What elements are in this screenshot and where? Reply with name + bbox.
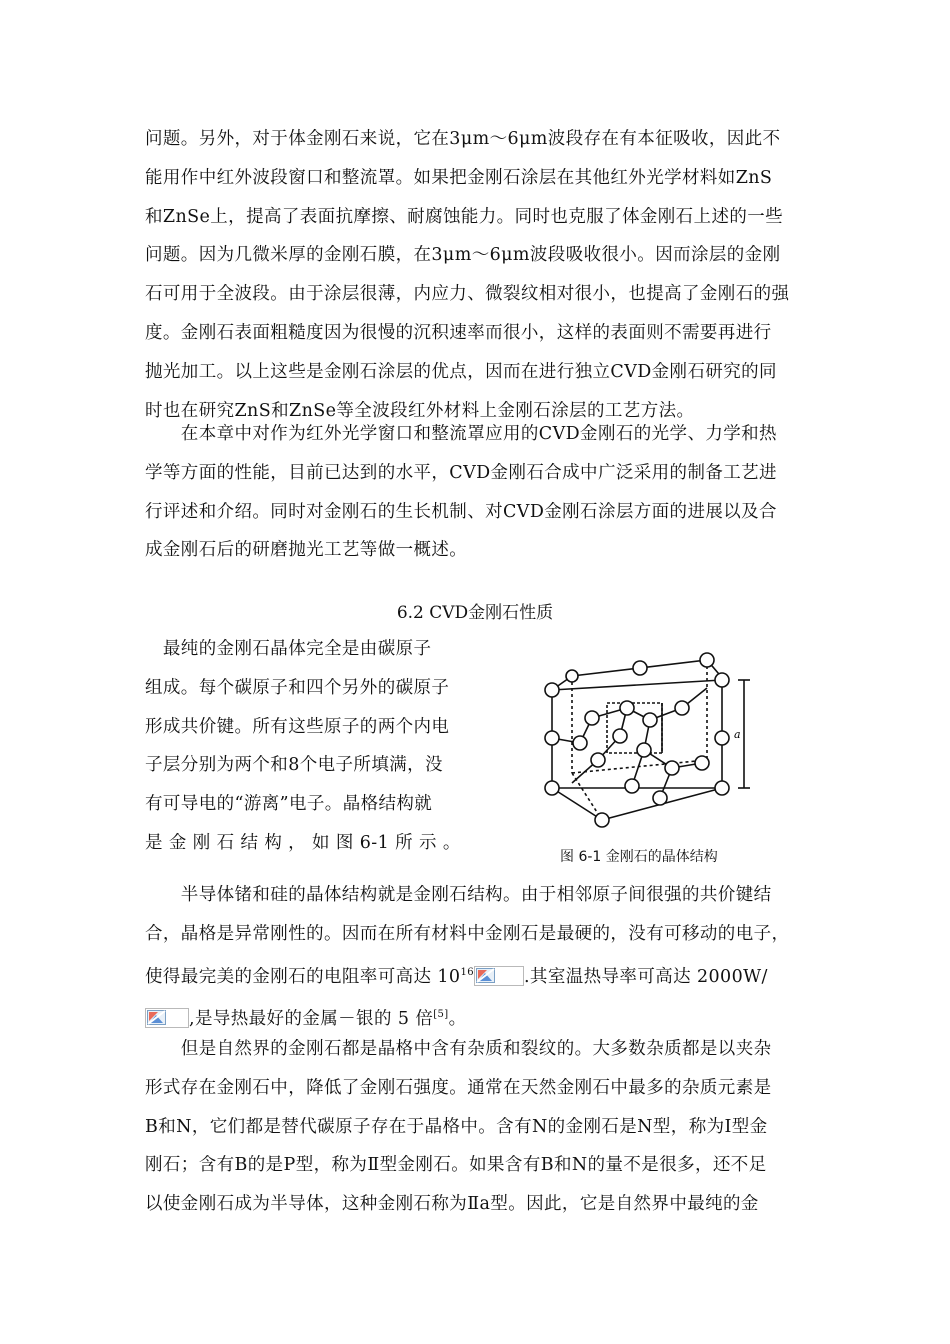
- paragraph-coating-advantages: [145, 120, 810, 430]
- paragraph-semiconductor-structure: [145, 876, 810, 1039]
- missing-image-icon: [145, 1008, 189, 1028]
- text-fragment: 使得最完美的金刚石的电阻率可高达 10: [145, 966, 461, 987]
- text-line: 和ZnSe上，提高了表面抗摩擦、耐腐蚀能力。同时也克服了体金刚石上述的一些: [145, 206, 784, 227]
- text-line: 行评述和介绍。同时对金刚石的生长机制、对CVD金刚石涂层方面的进展以及合: [145, 501, 777, 522]
- text-line: 子层分别为两个和8个电子所填满，没: [145, 755, 443, 776]
- paragraph-diamond-crystal: [145, 630, 477, 863]
- text-fragment: 。: [448, 1009, 467, 1030]
- text-line: 但是自然界的金刚石都是晶格中含有杂质和裂纹的。大多数杂质都是以夹杂: [145, 1039, 772, 1059]
- text-line: 抛光加工。以上这些是金刚石涂层的优点，因而在进行独立CVD金刚石研究的同: [145, 361, 777, 382]
- text-line: 问题。另外，对于体金刚石来说，它在3μm～6μm波段存在有本征吸收，因此不: [145, 129, 781, 149]
- text-fragment: .其室温热导率可高达 2000W/: [523, 966, 768, 987]
- paragraph-natural-diamond-impurities: [145, 1030, 810, 1224]
- text-line: 组成。每个碳原子和四个另外的碳原子: [145, 677, 450, 698]
- text-line: 问题。因为几微米厚的金刚石膜，在3μm～6μm波段吸收很小。因而涂层的金刚: [145, 245, 781, 266]
- text-line: 在本章中对作为红外光学窗口和整流罩应用的CVD金刚石的光学、力学和热: [145, 424, 777, 444]
- crystal-lattice-diagram: [532, 648, 762, 833]
- diamond-crystal-structure-figure: [532, 648, 762, 833]
- reference-marker: [5]: [433, 1009, 449, 1021]
- paragraph-chapter-overview: [145, 415, 810, 570]
- text-line: 时也在研究ZnS和ZnSe等全波段红外材料上金刚石涂层的工艺方法。: [145, 400, 695, 421]
- text-line: 形成共价键。所有这些原子的两个内电: [145, 716, 450, 737]
- dimension-label: a: [734, 728, 741, 741]
- text-line: 有可导电的“游离”电子。晶格结构就: [145, 794, 433, 815]
- text-line: 石可用于全波段。由于涂层很薄，内应力、微裂纹相对很小，也提高了金刚石的强: [145, 284, 790, 305]
- text-line: 合，晶格是异常刚性的。因而在所有材料中金刚石是最硬的，没有可移动的电子，: [145, 923, 790, 944]
- text-line: 形式存在金刚石中，降低了金刚石强度。通常在天然金刚石中最多的杂质元素是: [145, 1077, 772, 1098]
- text-line: B和N，它们都是替代碳原子存在于晶格中。含有N的金刚石是N型，称为Ⅰ型金: [145, 1116, 768, 1137]
- text-line: 最纯的金刚石晶体完全是由碳原子: [145, 639, 432, 659]
- text-line: 刚石；含有B的是P型，称为Ⅱ型金刚石。如果含有B和N的量不是很多，还不足: [145, 1155, 767, 1176]
- figure-caption: 图 6-1 金刚石的晶体结构: [560, 849, 718, 865]
- text-fragment: ,是导热最好的金属－银的 5 倍: [189, 1009, 434, 1030]
- text-line: 度。金刚石表面粗糙度因为很慢的沉积速率而很小，这样的表面则不需要再进行: [145, 322, 772, 343]
- text-line: 成金刚石后的研磨抛光工艺等做一概述。: [145, 540, 468, 561]
- superscript: 16: [460, 966, 474, 978]
- text-line: 半导体锗和硅的晶体结构就是金刚石结构。由于相邻原子间很强的共价键结: [145, 885, 772, 905]
- text-line: 学等方面的性能，目前已达到的水平，CVD金刚石合成中广泛采用的制备工艺进: [145, 462, 777, 483]
- text-line: 以使金刚石成为半导体，这种金刚石称为Ⅱa型。因此，它是自然界中最纯的金: [145, 1194, 759, 1215]
- text-line: 是 金 刚 石 结 构 ， 如 图 6-1 所 示 。: [145, 832, 461, 853]
- section-heading: 6.2 CVD金刚石性质: [396, 603, 554, 623]
- text-line-resistivity: [145, 954, 810, 997]
- missing-image-icon: [474, 966, 524, 986]
- text-line: 能用作中红外波段窗口和整流罩。如果把金刚石涂层在其他红外光学材料如ZnS: [145, 167, 773, 188]
